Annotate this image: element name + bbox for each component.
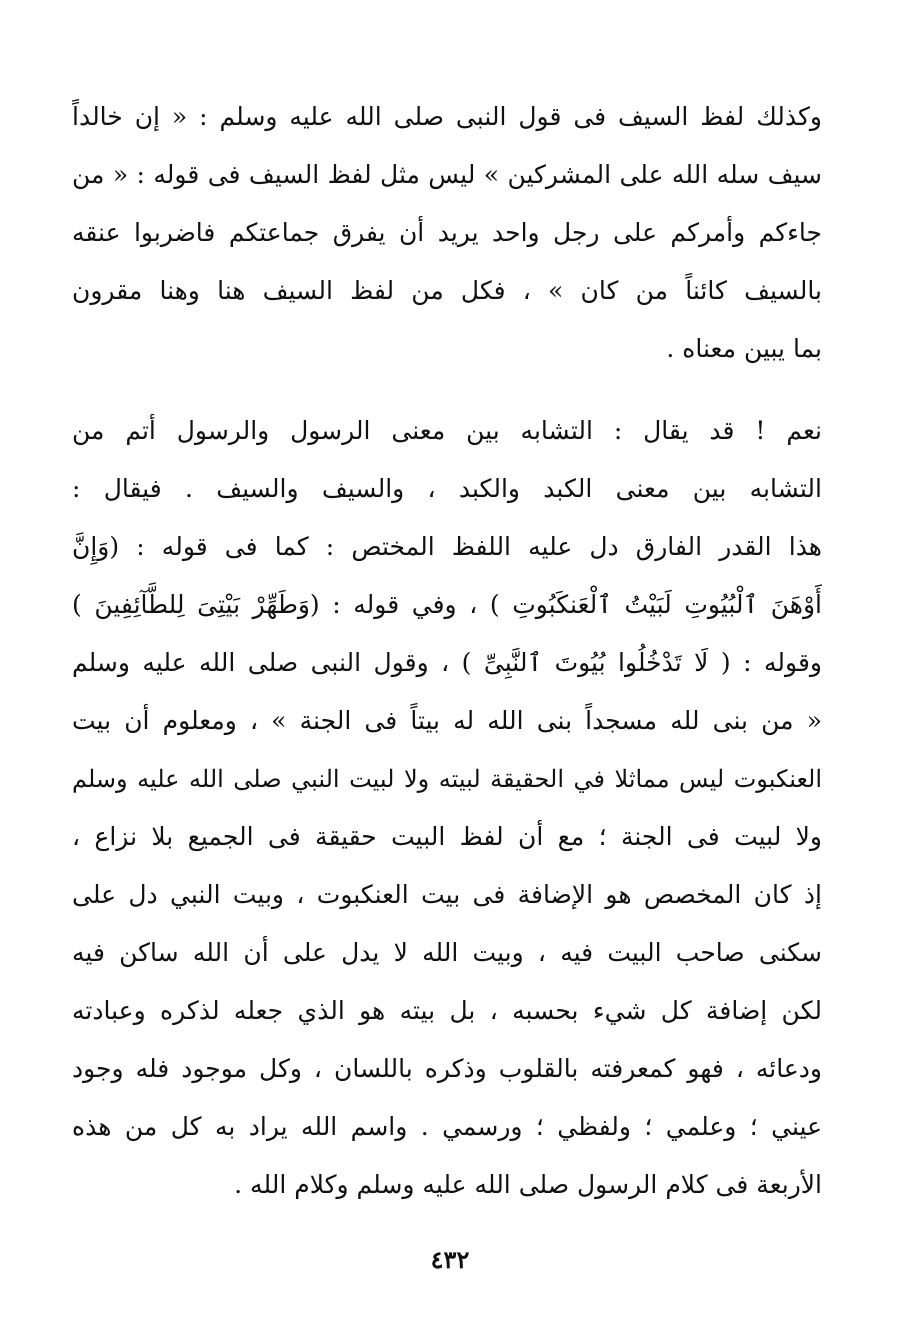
paragraph-1 <box>72 88 822 378</box>
paragraph-2 <box>72 402 822 1214</box>
text-line: ودعائه ، فهو كمعرفته بالقلوب وذكره باللسان ، وكل موجود فله وجود <box>72 1054 822 1083</box>
text-line: وقوله : ( لَا تَدْخُلُوا بُيُوتَ ٱلنَّبِىِّ ) ، وقول النبى صلى الله عليه وسلم <box>72 648 822 677</box>
text-line: سكنى صاحب البيت فيه ، وبيت الله لا يدل على أن الله ساكن فيه <box>72 938 822 967</box>
text-line: بما يبين معناه . <box>666 334 822 363</box>
text-line: العنكبوت ليس مماثلا في الحقيقة لبيته ولا لبيت النبي صلى الله عليه وسلم <box>72 765 822 793</box>
text-line: « من بنى لله مسجداً بنى الله له بيتاً فى الجنة » ، ومعلوم أن بيت <box>72 706 822 735</box>
text-line: إذ كان المخصص هو الإضافة فى بيت العنكبوت ، وبيت النبي دل على <box>72 880 822 909</box>
text-line: بالسيف كائناً من كان » ، فكل من لفظ السيف هنا وهنا مقرون <box>72 276 822 305</box>
page-number: ٤٣٢ <box>430 1245 470 1274</box>
text-line: الأربعة فى كلام الرسول صلى الله عليه وسلم وكلام الله . <box>234 1170 822 1199</box>
text-line: سيف سله الله على المشركين » ليس مثل لفظ السيف فى قوله : « من <box>72 160 822 189</box>
text-line: لكن إضافة كل شيء بحسبه ، بل بيته هو الذي جعله لذكره وعبادته <box>72 996 822 1025</box>
text-line: هذا القدر الفارق دل عليه اللفظ المختص : كما فى قوله : (وَإِنَّ <box>72 532 822 561</box>
text-line: عيني ؛ وعلمي ؛ ولفظي ؛ ورسمي . واسم الله يراد به كل من هذه <box>72 1112 822 1141</box>
text-line: أَوْهَنَ ٱلْبُيُوتِ لَبَيْتُ ٱلْعَنكَبُوتِ ) ، وفي قوله : (وَطَهِّرْ بَيْتِىَ لِلطَّآئِفِينَ ) <box>72 590 822 619</box>
text-line: التشابه بين معنى الكبد والكبد ، والسيف والسيف . فيقال : <box>72 474 822 503</box>
text-line: وكذلك لفظ السيف فى قول النبى صلى الله عليه وسلم : « إن خالداً <box>72 102 822 131</box>
text-line: جاءكم وأمركم على رجل واحد يريد أن يفرق جماعتكم فاضربوا عنقه <box>72 218 822 247</box>
text-line: ولا لبيت فى الجنة ؛ مع أن لفظ البيت حقيقة فى الجميع بلا نزاع ، <box>72 822 822 851</box>
text-line: نعم ! قد يقال : التشابه بين معنى الرسول والرسول أتم من <box>72 416 822 445</box>
